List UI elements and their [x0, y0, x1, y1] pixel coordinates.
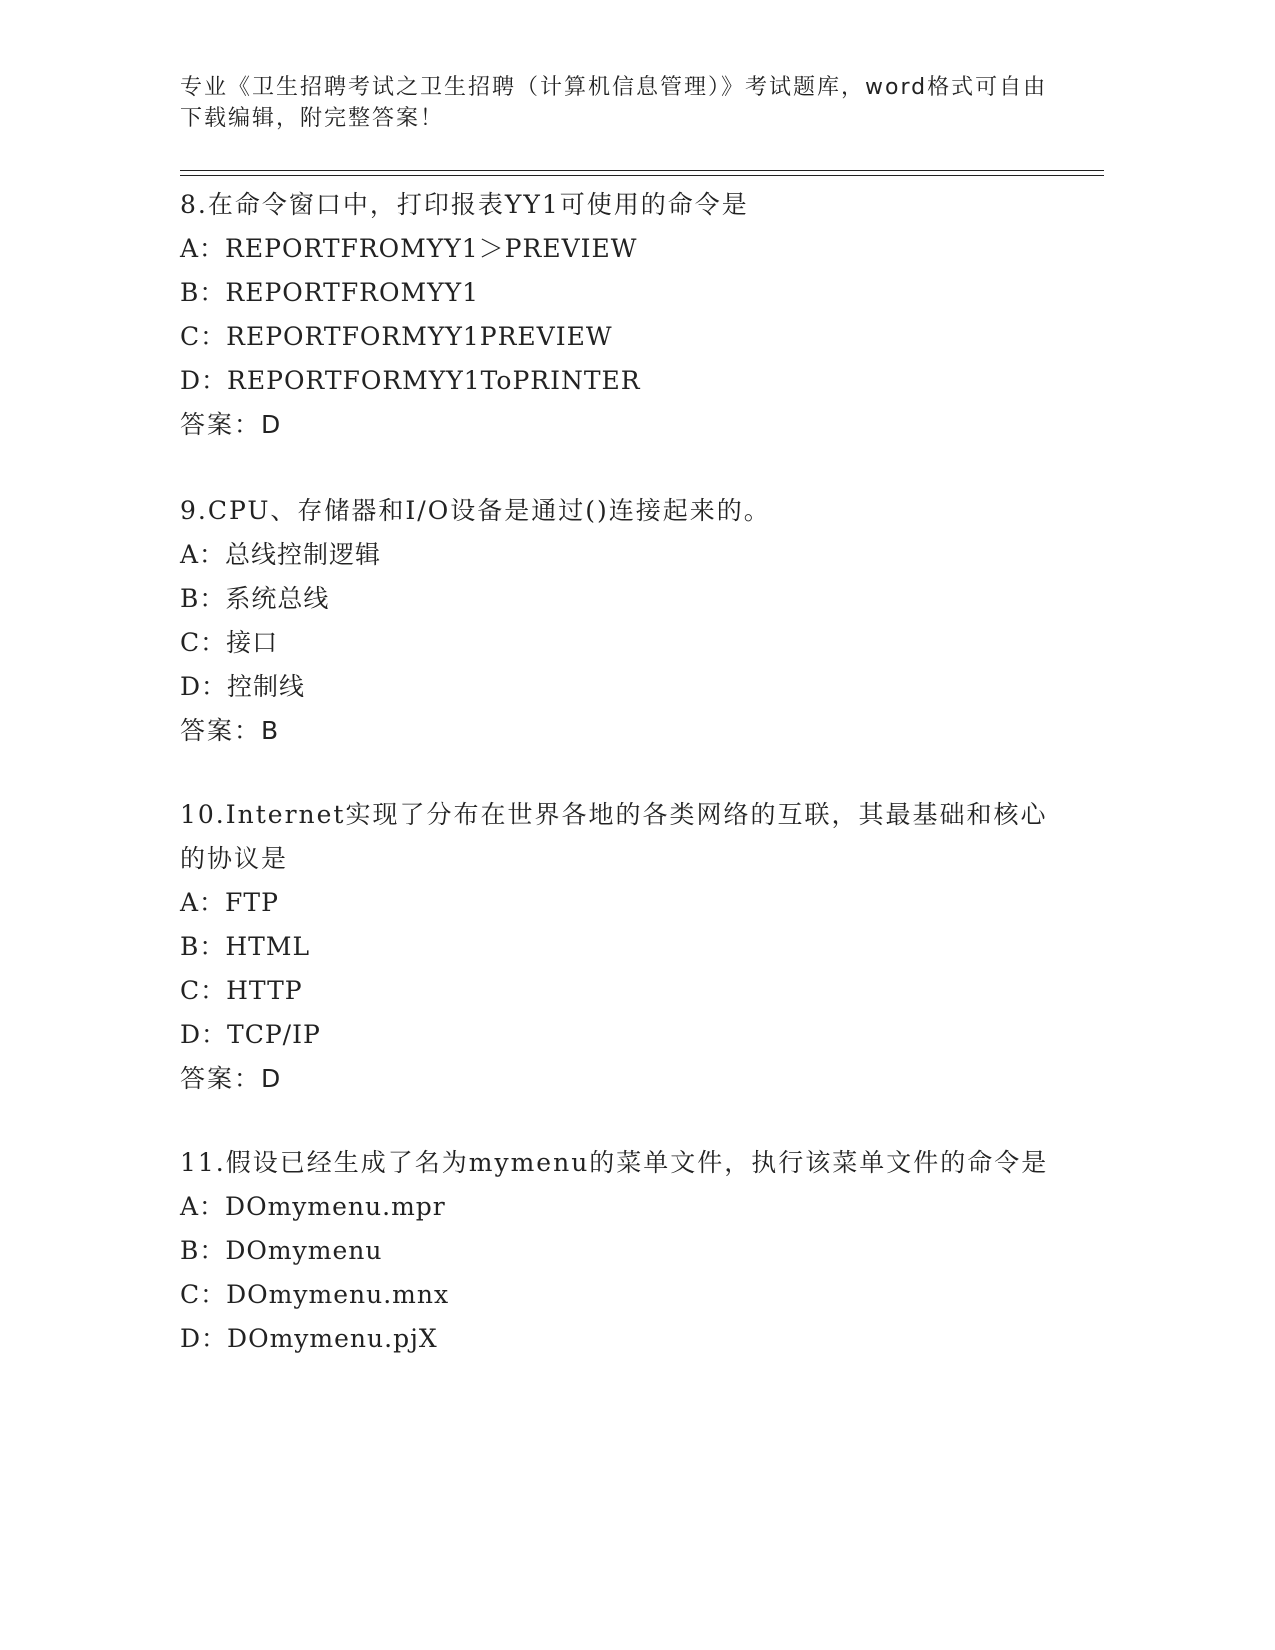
answer: 答案：D — [180, 410, 283, 439]
option-a: A：DOmymenu.mpr — [180, 1192, 446, 1221]
option-a: A：REPORTFROMYY1＞PREVIEW — [180, 234, 638, 263]
document-header: 专业《卫生招聘考试之卫生招聘（计算机信息管理）》考试题库，word格式可自由下载编辑，附完整答案！ — [180, 75, 1048, 131]
question-text: 9.CPU、存储器和I/O设备是通过()连接起来的。 — [180, 496, 771, 525]
option-c: C：HTTP — [180, 976, 303, 1005]
question-text: 10.Internet实现了分布在世界各地的各类网络的互联，其最基础和核心的协议是 — [180, 800, 1048, 873]
option-d: D：TCP/IP — [180, 1020, 321, 1049]
question-text: 8.在命令窗口中，打印报表YY1可使用的命令是 — [180, 190, 749, 219]
question-11 — [180, 1136, 1060, 1361]
option-d: D：控制线 — [180, 672, 306, 701]
header-divider — [180, 170, 1104, 176]
option-a: A：总线控制逻辑 — [180, 540, 382, 569]
question-10 — [180, 788, 1060, 1101]
option-b: B：REPORTFROMYY1 — [180, 278, 479, 307]
answer: 答案：D — [180, 1064, 283, 1093]
option-d: D：REPORTFORMYY1ToPRINTER — [180, 366, 641, 395]
option-b: B：系统总线 — [180, 584, 330, 613]
option-b: B：HTML — [180, 932, 311, 961]
option-d: D：DOmymenu.pjX — [180, 1324, 438, 1353]
question-9 — [180, 484, 1060, 753]
question-8 — [180, 178, 1060, 447]
option-b: B：DOmymenu — [180, 1236, 383, 1265]
question-text: 11.假设已经生成了名为mymenu的菜单文件，执行该菜单文件的命令是 — [180, 1148, 1049, 1177]
option-c: C：DOmymenu.mnx — [180, 1280, 450, 1309]
answer: 答案：B — [180, 716, 281, 745]
option-c: C：REPORTFORMYY1PREVIEW — [180, 322, 613, 351]
option-a: A：FTP — [180, 888, 279, 917]
option-c: C：接口 — [180, 628, 279, 657]
